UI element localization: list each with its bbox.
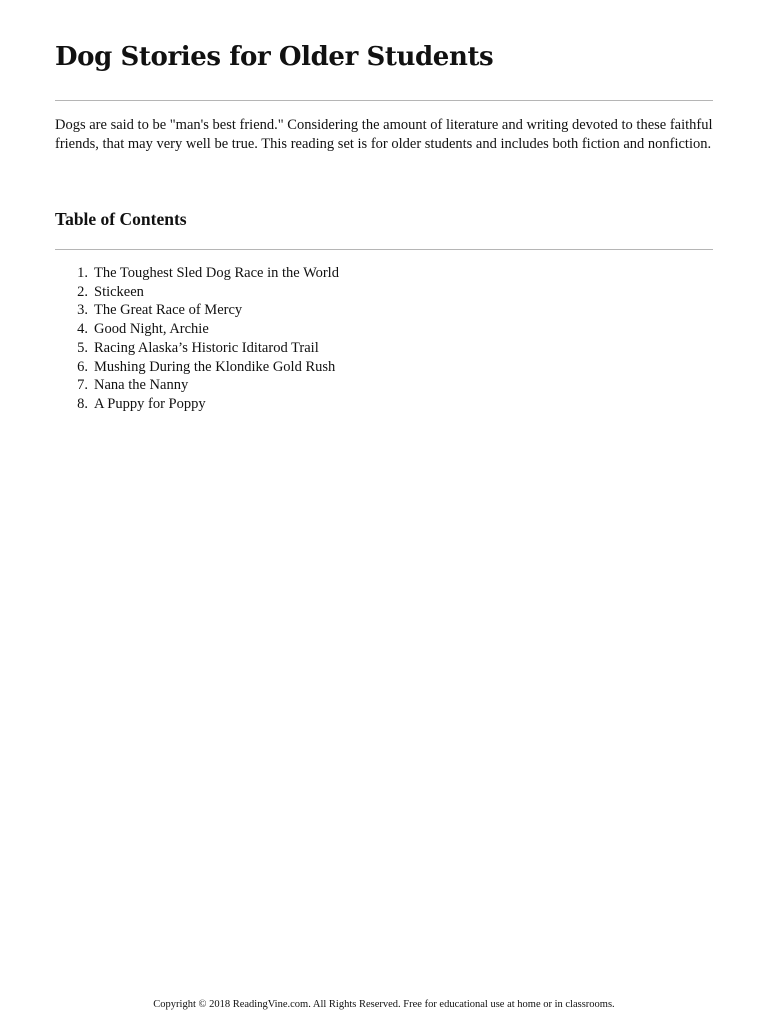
toc-item[interactable]	[55, 395, 339, 414]
toc-item-number: 2.	[77, 283, 88, 300]
title-divider	[55, 100, 713, 101]
toc-item-label: Mushing During the Klondike Gold Rush	[94, 358, 336, 375]
page-title: Dog Stories for Older Students	[55, 42, 494, 72]
toc-item-label: A Puppy for Poppy	[94, 395, 206, 412]
toc-item-label: Nana the Nanny	[94, 377, 189, 394]
toc-item-number: 6.	[77, 358, 88, 375]
toc-item-label: The Toughest Sled Dog Race in the World	[94, 265, 339, 281]
toc-item[interactable]	[55, 264, 339, 283]
toc-item-number: 5.	[77, 339, 88, 356]
toc-item[interactable]	[55, 358, 339, 377]
toc-item-label: Racing Alaska’s Historic Iditarod Trail	[94, 339, 319, 356]
toc-item[interactable]	[55, 376, 339, 395]
toc-item[interactable]	[55, 301, 339, 320]
copyright-footer: Copyright © 2018 ReadingVine.com. All Rights Reserved. Free for educational use at home or in classrooms.	[153, 999, 615, 1010]
toc-divider	[55, 249, 713, 250]
intro-paragraph: Dogs are said to be "man's best friend." Considering the amount of literature and writing devoted to these faithful friends, that may very well be true. This reading set is for older students and includes both fiction and nonfiction.	[55, 117, 713, 152]
toc-item-number: 7.	[77, 377, 88, 394]
toc-heading: Table of Contents	[55, 209, 187, 229]
toc-item[interactable]	[55, 339, 339, 358]
toc-item-number: 1.	[77, 265, 88, 281]
toc-item-number: 4.	[77, 321, 88, 338]
toc-item-number: 3.	[77, 302, 88, 319]
toc-item[interactable]	[55, 283, 339, 302]
toc-item-label: The Great Race of Mercy	[94, 302, 243, 319]
toc-item[interactable]	[55, 320, 339, 339]
toc-list	[55, 264, 339, 414]
toc-item-label: Good Night, Archie	[94, 321, 209, 338]
toc-item-label: Stickeen	[94, 283, 144, 300]
toc-item-number: 8.	[77, 395, 88, 412]
